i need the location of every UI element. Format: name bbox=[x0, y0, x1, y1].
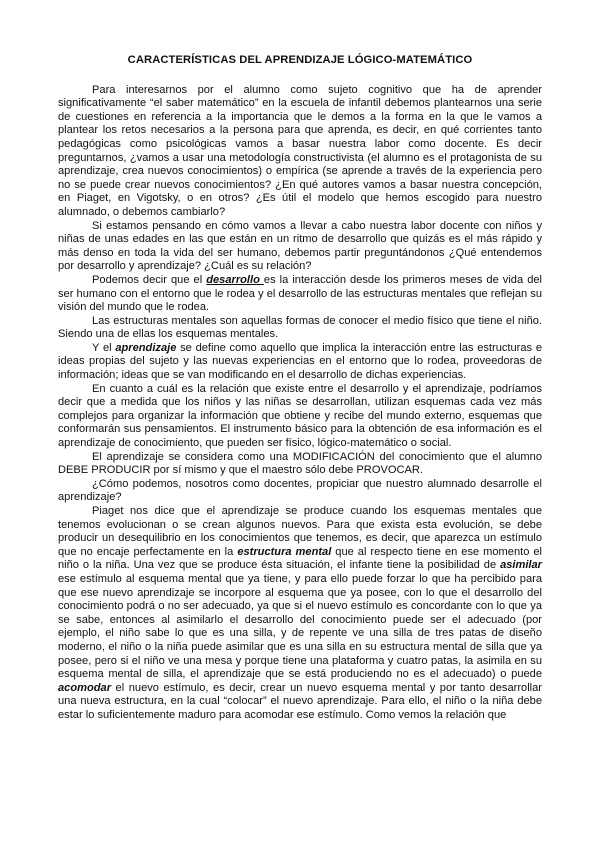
term-desarrollo: desarrollo bbox=[206, 273, 264, 286]
term-estructura-mental: estructura mental bbox=[237, 545, 332, 558]
paragraph-piaget bbox=[58, 505, 542, 723]
term-asimilar: asimilar bbox=[500, 559, 542, 572]
paragraph-relacion: En cuanto a cuál es la relación que existe entre el desarrollo y el aprendizaje, podríamos decir que a medida que los niños y las niñas se desarrollan, utilizan esquemas cada vez más complejos para organizar la información que obtiene y recibe del mundo externo, esquemas que conformarán sus pensamientos. El instrumento básico para la obtención de esa información es el aprendizaje de conocimiento, que pueden ser físico, lógico-matemático o social. bbox=[58, 382, 542, 450]
text-run: se define como aquello que implica la interacción entre las estructuras e ideas propias del sujeto y las nuevas experiencias en el entorno que lo rodea, proveedoras de información; ideas que se van modificando en el desarrollo de dichas experiencias. bbox=[58, 341, 542, 382]
text-run: Piaget nos dice que el aprendizaje se produce cuando los esquemas mentales que tenemos evolucionan o se crean algunos nuevos. Para que exista esta evolución, se debe producir un desequilibrio en los conocimientos que tenemos, es decir, que aparezca un estímulo que no encaje perfectamente en la bbox=[58, 505, 542, 558]
text-run: que al respecto tiene en ese momento el niño o la niña. Una vez que se produce ésta situación, el infante tiene la posibilidad de bbox=[58, 545, 542, 572]
paragraph-question: Si estamos pensando en cómo vamos a llevar a cabo nuestra labor docente con niños y niñas de unas edades en las que están en un ritmo de desarrollo que quizás es el más rápido y más denso en toda la vida del ser humano, debemos partir preguntándonos ¿Qué entendemos por desarrollo y aprendizaje? ¿Cuál es su relación? bbox=[58, 219, 542, 273]
text-run: ese estímulo al esquema mental que ya tiene, y para ello puede forzar lo que ha percibido para que ese nuevo aprendizaje se incorpore al esquema que ya posee, con lo que el desarrollo del conocimiento podrá o no ser adecuado, ya que si el nuevo estímulo es concordante con lo que ya se sabe, entonces al asimilarlo el desarrollo del conocimiento puede ser el adecuado (por ejemplo, el niño sabe lo que es una silla, y de repente ve una silla de tres patas de diseño moderno, el niño o la niña puede asimilar que es una silla en su estructura mental de silla que ya posee, pero si el niño ve una mesa y porque tiene una plataforma y cuatro patas, la asimila en su esquema mental de silla, el aprendizaje que se está produciendo no es el adecuado) o puede bbox=[58, 572, 542, 681]
text-run: Podemos decir que el bbox=[92, 273, 207, 286]
paragraph-intro: Para interesarnos por el alumno como sujeto cognitivo que ha de aprender significativamente “el saber matemático” en la escuela de infantil debemos plantearnos una serie de cuestiones en referencia a la importancia que le demos a la forma en la que le vamos a plantear los retos necesarios a la persona para que aprenda, es decir, en qué corrientes tanto pedagógicas como psicológicas vamos a basar nuestra labor como docente. Es decir preguntarnos, ¿vamos a usar una metodología constructivista (el alumno es el protagonista de su aprendizaje, crea nuevos conocimientos) o empírica (se aprende a través de la experiencia pero no se puede crear nuevos conocimientos? ¿En qué autores vamos a basar nuestra concepción, en Piaget, en Vigotsky, o en otros? ¿Es útil el modelo que hemos escogido para nuestro alumnado, o debemos cambiarlo? bbox=[58, 83, 542, 218]
paragraph-aprendizaje bbox=[58, 342, 542, 383]
term-acomodar: acomodar bbox=[58, 681, 112, 694]
document-title: CARACTERÍSTICAS DEL APRENDIZAJE LÓGICO-MATEMÁTICO bbox=[127, 54, 473, 66]
paragraph-como-podemos: ¿Cómo podemos, nosotros como docentes, propiciar que nuestro alumnado desarrolle el aprendizaje? bbox=[58, 477, 542, 504]
document-page bbox=[58, 54, 542, 723]
text-run: es la interacción desde los primeros meses de vida del ser humano con el entorno que le rodea y el desarrollo de las estructuras mentales que reflejan su visión del mundo que le rodea. bbox=[58, 273, 542, 314]
paragraph-desarrollo bbox=[58, 274, 542, 315]
paragraph-modificacion: El aprendizaje se considera como una MODIFICACIÓN del conocimiento que el alumno DEBE PRODUCIR por sí mismo y que el maestro sólo debe PROVOCAR. bbox=[58, 450, 542, 477]
text-run: el nuevo estímulo, es decir, crear un nuevo esquema mental y por tanto desarrollar una nueva estructura, en la cual “colocar” el nuevo aprendizaje. Para ello, el niño o la niña debe estar lo suficientemente maduro para acomodar ese estímulo. Como vemos la relación que bbox=[58, 681, 542, 721]
term-aprendizaje: aprendizaje bbox=[115, 341, 177, 354]
text-run: Y el bbox=[92, 341, 116, 354]
paragraph-estructuras: Las estructuras mentales son aquellas formas de conocer el medio físico que tiene el niño. Siendo una de ellas los esquemas mentales. bbox=[58, 314, 542, 341]
